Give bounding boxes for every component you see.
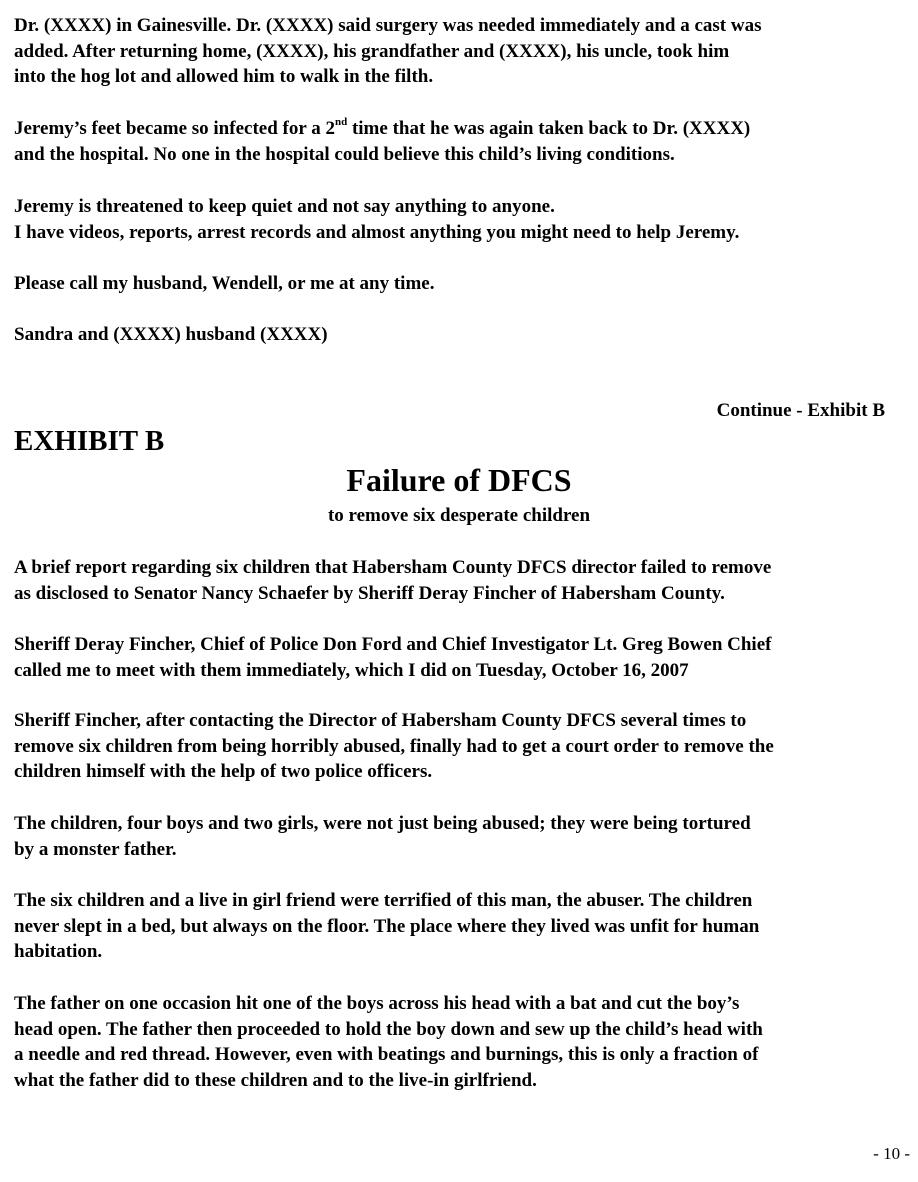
text-line: habitation. <box>14 941 103 962</box>
letter-paragraph-2 <box>14 116 914 167</box>
text-line: as disclosed to Senator Nancy Schaefer by Sheriff Deray Fincher of Habersham County. <box>14 582 725 604</box>
text-line: called me to meet with them immediately, which I did on Tuesday, October 16, 2007 <box>14 659 689 681</box>
text-line: I have videos, reports, arrest records and almost anything you might need to help Jeremy. <box>14 221 740 243</box>
text-line <box>14 116 914 142</box>
text-fragment: time that he was again taken back to Dr. (XXXX) <box>347 118 751 139</box>
report-paragraph-4 <box>14 811 914 862</box>
text-line: children himself with the help of two police officers. <box>14 761 433 782</box>
letter-paragraph-3 <box>14 194 914 245</box>
text-line: Sheriff Fincher, after contacting the Director of Habersham County DFCS several times to <box>14 710 747 731</box>
page-subtitle: to remove six desperate children <box>327 505 591 526</box>
text-line: what the father did to these children and to the live-in girlfriend. <box>14 1069 537 1091</box>
report-paragraph-6 <box>14 991 914 1093</box>
text-line: The six children and a live in girl friend were terrified of this man, the abuser. The children <box>14 890 753 911</box>
text-line: into the hog lot and allowed him to walk in the filth. <box>14 66 434 87</box>
text-fragment: Jeremy’s feet became so infected for a 2 <box>14 118 335 139</box>
letter-paragraph-4 <box>14 271 914 297</box>
ordinal-superscript: nd <box>334 115 348 128</box>
text-line: and the hospital. No one in the hospital could believe this child’s living conditions. <box>14 143 675 165</box>
page-number: - 10 - <box>873 1144 910 1163</box>
text-line: A brief report regarding six children that Habersham County DFCS director failed to remove <box>14 557 772 578</box>
letter-signature <box>14 322 914 348</box>
text-line: added. After returning home, (XXXX), his grandfather and (XXXX), his uncle, took him <box>14 40 730 62</box>
text-line: a needle and red thread. However, even with beatings and burnings, this is only a fraction of <box>14 1044 759 1065</box>
text-line: Sandra and (XXXX) husband (XXXX) <box>14 324 328 345</box>
text-line: Please call my husband, Wendell, or me at any time. <box>14 273 435 294</box>
report-paragraph-5 <box>14 888 914 965</box>
text-line: head open. The father then proceeded to hold the boy down and sew up the child’s head with <box>14 1018 763 1040</box>
letter-paragraph-1 <box>14 13 914 90</box>
report-paragraph-2 <box>14 632 914 683</box>
text-line: remove six children from being horribly abused, finally had to get a court order to remove the <box>14 735 774 757</box>
page-title: Failure of DFCS <box>346 462 572 498</box>
text-line: Jeremy is threatened to keep quiet and not say anything to anyone. <box>14 196 555 217</box>
report-paragraph-1 <box>14 555 914 606</box>
text-line: The children, four boys and two girls, were not just being abused; they were being tortured <box>14 813 751 834</box>
text-line: by a monster father. <box>14 838 177 860</box>
text-line: Sheriff Deray Fincher, Chief of Police Don Ford and Chief Investigator Lt. Greg Bowen Chief <box>14 634 772 655</box>
continue-note: Continue - Exhibit B <box>716 400 885 421</box>
exhibit-heading: EXHIBIT B <box>14 425 165 457</box>
text-line: never slept in a bed, but always on the floor. The place where they lived was unfit for human <box>14 915 760 937</box>
report-paragraph-3 <box>14 708 914 785</box>
text-line: The father on one occasion hit one of the boys across his head with a bat and cut the boy’s <box>14 993 740 1014</box>
text-line: Dr. (XXXX) in Gainesville. Dr. (XXXX) said surgery was needed immediately and a cast was <box>14 15 762 36</box>
